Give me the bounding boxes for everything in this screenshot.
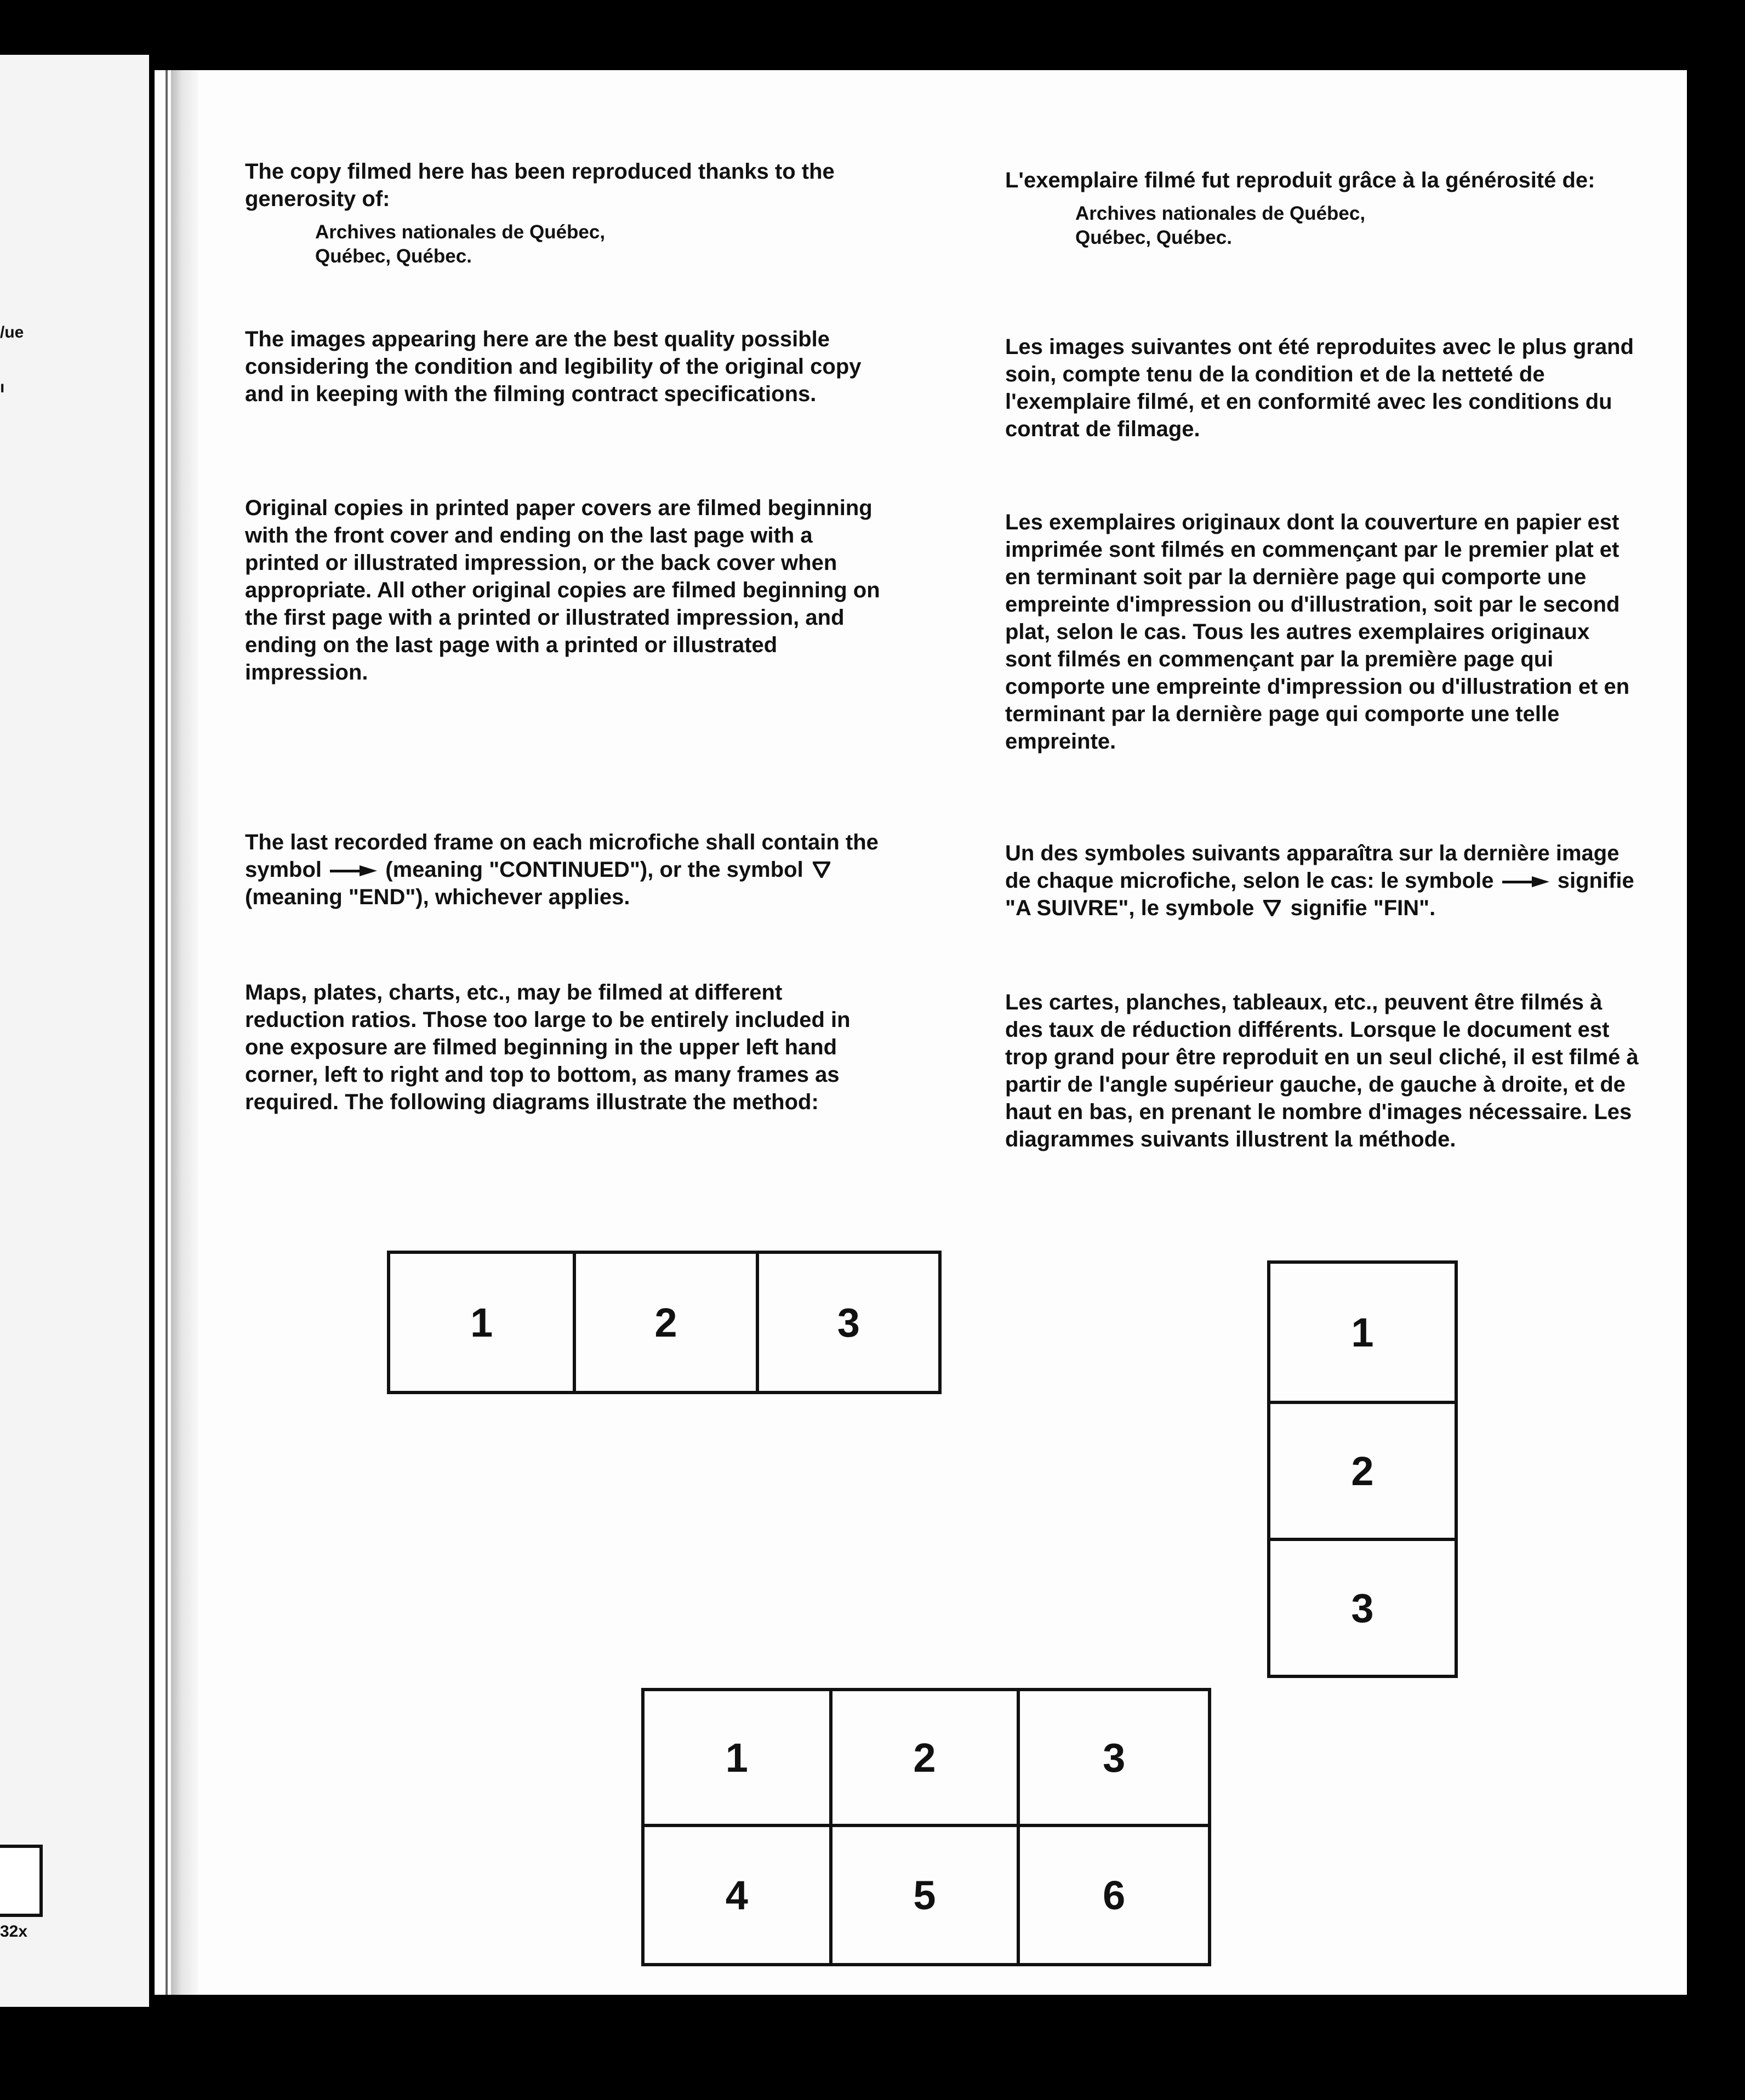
frame-cell: 2	[832, 1691, 1020, 1827]
grid-frames-diagram	[641, 1688, 1211, 1966]
en-symbols-text-3: (meaning "END"), whichever applies.	[245, 885, 630, 909]
continued-arrow-icon	[330, 865, 377, 876]
horizontal-frames-diagram	[387, 1251, 942, 1394]
en-location: Québec, Québec.	[315, 246, 472, 267]
frame-cell: 1	[1351, 1309, 1374, 1355]
left-fragment-text-2: ı	[0, 378, 5, 396]
magnification-label: 32x	[0, 1922, 28, 1941]
frame-cell: 3	[1020, 1691, 1208, 1827]
end-triangle-icon	[813, 861, 830, 878]
fr-acknowledgement-block	[1005, 167, 1641, 250]
left-page-fragment	[0, 55, 149, 2007]
en-quality-paragraph: The images appearing here are the best quality possible considering the condition and legibility of the original copy and in keeping with the filming contract specifications.	[245, 327, 862, 406]
en-symbols-paragraph	[245, 829, 886, 911]
fr-symbols-text-2: signifie "A SUIVRE", le symbole	[1005, 869, 1634, 920]
frame-cell: 5	[832, 1827, 1020, 1963]
fr-location: Québec, Québec.	[1075, 227, 1232, 248]
en-symbols-text-2: (meaning "CONTINUED"), or the symbol	[385, 858, 803, 882]
en-acknowledgement-block	[245, 158, 886, 269]
fr-covers-paragraph: Les exemplaires originaux dont la couverture en papier est imprimée sont filmés en commençant par le premier plat et en terminant soit par la dernière page qui comporte une empreinte d'impression ou d'illustration, soit par le second plat, selon le cas. Tous les autres exemplaires originaux sont filmés en commençant par la première page qui comporte une empreinte d'impression ou d'illustration et en terminant par la dernière page qui comporte une telle empreinte.	[1005, 510, 1630, 754]
en-acknowledgement: The copy filmed here has been reproduced thanks to the generosity of:	[245, 159, 835, 211]
frame-cell: 1	[645, 1691, 832, 1827]
a-suivre-arrow-icon	[1502, 876, 1549, 887]
frame-cell: 3	[1270, 1538, 1455, 1675]
frame-cell: 1	[470, 1299, 493, 1345]
fr-institution: Archives nationales de Québec,	[1075, 203, 1366, 224]
page-gutter-shadow	[171, 70, 198, 1995]
fin-triangle-icon	[1263, 900, 1281, 916]
left-fragment-box	[0, 1845, 43, 1917]
en-institution: Archives nationales de Québec,	[315, 221, 606, 243]
frame-cell: 2	[573, 1254, 755, 1391]
left-fragment-text: /ue	[0, 323, 24, 341]
fr-symbols-text-1: Un des symboles suivants apparaîtra sur la dernière image de chaque microfiche, selon le cas: le symbole	[1005, 841, 1619, 893]
vertical-frames-diagram	[1267, 1260, 1458, 1678]
frame-cell: 3	[756, 1254, 938, 1391]
en-covers-paragraph: Original copies in printed paper covers are filmed beginning with the front cover and ending on the last page with a printed or illustrated impression, or the back cover when appropriate. All other original copies are filmed beginning on the first page with a printed or illustrated impression, and ending on the last page with a printed or illustrated impression.	[245, 496, 880, 684]
filming-notice-page	[155, 70, 1687, 1995]
fr-maps-paragraph: Les cartes, planches, tableaux, etc., peuvent être filmés à des taux de réduction différents. Lorsque le document est trop grand pour être reproduit en un seul cliché, il est filmé à partir de l'angle supérieur gauche, de gauche à droite, et de haut en bas, en prenant le nombre d'images nécessaire. Les diagrammes suivants illustrent la méthode.	[1005, 990, 1639, 1151]
frame-cell: 2	[1270, 1401, 1455, 1538]
fr-acknowledgement: L'exemplaire filmé fut reproduit grâce à la générosité de:	[1005, 168, 1595, 192]
frame-cell: 6	[1103, 1872, 1126, 1918]
fr-quality-paragraph: Les images suivantes ont été reproduites avec le plus grand soin, compte tenu de la condition et de la netteté de l'exemplaire filmé, et en conformité avec les conditions du contrat de filmage.	[1005, 335, 1634, 441]
fr-symbols-text-3: signifie "FIN".	[1290, 896, 1436, 920]
en-symbols-text-1: The last recorded frame on each microfiche shall contain the symbol	[245, 830, 879, 882]
frame-cell: 4	[645, 1827, 832, 1963]
en-maps-paragraph: Maps, plates, charts, etc., may be filmed at different reduction ratios. Those too large to be entirely included in one exposure are filmed beginning in the upper left hand corner, left to right and top to bottom, as many frames as required. The following diagrams illustrate the method:	[245, 980, 851, 1114]
fr-symbols-paragraph	[1005, 840, 1641, 922]
page-edge-line	[166, 70, 168, 1995]
